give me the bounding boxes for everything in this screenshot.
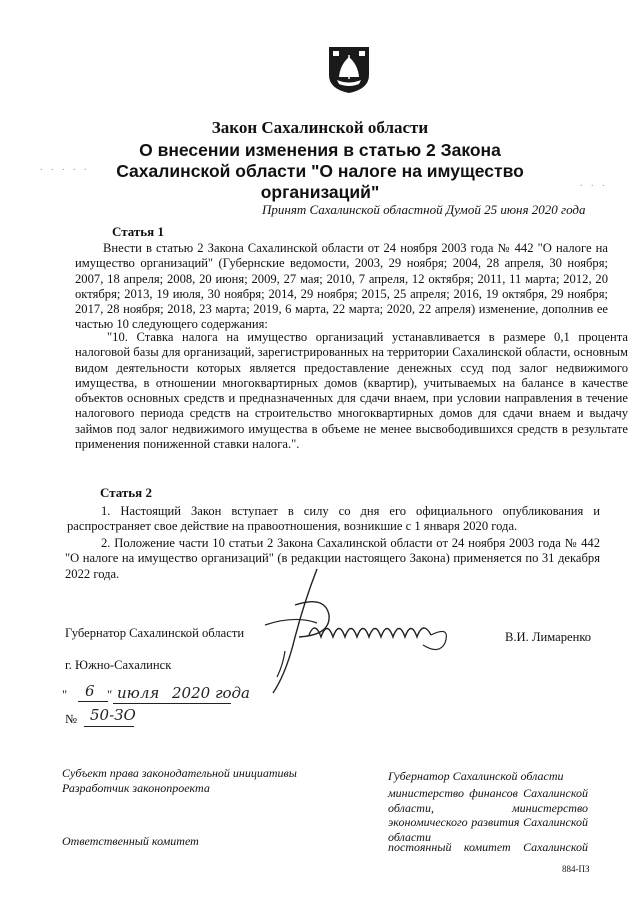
bill-developer-value: министерство финансов Сахалинской области, министерство экономического развития Сахалинской области [388, 786, 588, 844]
initiative-subject-label: Субъект права законодательной инициативы [62, 766, 297, 780]
law-subject-line-1: О внесении изменения в статью 2 Закона [139, 140, 501, 160]
initiative-subject-value: Губернатор Сахалинской области [388, 769, 564, 783]
governor-position: Губернатор Сахалинской области [65, 626, 245, 640]
date-month-underline [113, 703, 231, 704]
scan-dots: . . . . . [40, 162, 90, 173]
article-2-paragraph-2: 2. Положение части 10 статьи 2 Закона Сахалинской области от 24 ноября 2003 года № 442 "О налоге на имущество организаций" (в редакции настоящего Закона) применяется по 31 декабря 2022 года. [65, 536, 600, 581]
date-close-quote: " [107, 688, 113, 702]
law-number-underline [84, 726, 134, 727]
responsible-committee-label: Ответственный комитет [62, 834, 199, 848]
law-subject-line-3: организаций" [260, 182, 380, 202]
responsible-committee-value: постоянный комитет Сахалинской [388, 840, 588, 854]
date-day-underline [78, 701, 108, 702]
adoption-note: Принят Сахалинской областной Думой 25 июня 2020 года [262, 202, 586, 217]
law-subject-line-2: Сахалинской области "О налоге на имущество [116, 161, 524, 181]
law-title: Закон Сахалинской области [211, 118, 429, 137]
handwritten-signature [255, 565, 455, 695]
law-number-label: № [65, 712, 78, 726]
article-2-paragraph-1: 1. Настоящий Закон вступает в силу со дня его официального опубликования и распространяет свое действие на правоотношения, возникшие с 1 января 2020 года. [67, 504, 600, 534]
date-month: июля [117, 684, 160, 702]
article-1-intro: Внести в статью 2 Закона Сахалинской области от 24 ноября 2003 года № 442 "О налоге на имущество организаций" (Губернские ведомости, 2003, 29 ноября; 2004, 28 апреля, 30 ноября; 2007, 18 апреля; 2008, 20 июня; 2009, 27 мая; 2010, 7 апреля, 12 октября; 2011, 11 марта; 2012, 20 октября; 2013, 19 июля, 30 ноября; 2014, 29 ноября; 2015, 25 апреля; 2016, 19 октября, 29 ноября; 2017, 28 ноября; 2018, 23 марта; 2019, 6 марта, 22 марта; 2020, 22 апреля) изменение, дополнив ее частью 10 следующего содержания: [75, 241, 608, 332]
coat-of-arms-emblem [325, 45, 373, 95]
article-1-heading: Статья 1 [112, 224, 164, 239]
date-year: 2020 года [172, 684, 251, 702]
article-2-heading: Статья 2 [100, 485, 152, 500]
governor-name: В.И. Лимаренко [505, 630, 592, 644]
signing-city: г. Южно-Сахалинск [65, 658, 172, 672]
bill-developer-label: Разработчик законопроекта [62, 781, 210, 795]
date-day: 6 [85, 682, 95, 700]
scan-dots: . . . [580, 178, 608, 189]
law-number: 50-ЗО [90, 706, 136, 724]
document-code: 884-ПЗ [562, 864, 590, 874]
article-1-quote: "10. Ставка налога на имущество организаций устанавливается в размере 0,1 процента налоговой базы для организаций, зарегистрированных на территории Сахалинской области, основным видом деятельности которых является предоставление денежных ссуд под залог недвижимого имущества, в отношении многоквартирных домов (квартир), учитываемых на балансе в качестве объектов основных средств и предназначенных для сдачи внаем, при условии направления в течение налогового периода средств на строительство многоквартирных домов для сдачи внаем и выдачу займов под залог недвижимого имущества в объеме не менее высвободившихся средств в результате применения пониженной ставки налога.". [75, 330, 628, 452]
date-open-quote: " [62, 688, 68, 702]
